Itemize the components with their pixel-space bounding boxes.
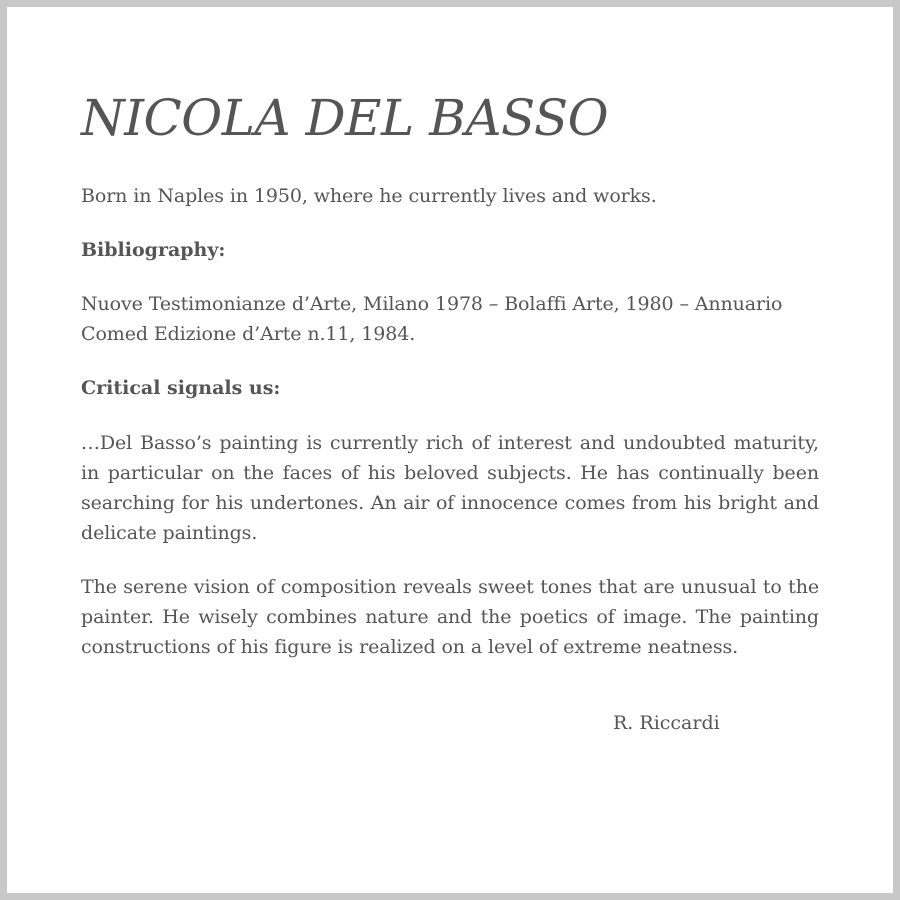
bibliography-text: Nuove Testimonianze d’Arte, Milano 1978 – Bolaffi Arte, 1980 – Annuario Comed Edizione d’Arte n.11, 1984.	[81, 293, 783, 345]
critical-paragraph-2: The serene vision of composition reveals sweet tones that are unusual to the painter. He wisely combines nature and the poetics of image. The painting constructions of his figure is realized on a level of extreme neatness.	[81, 576, 819, 658]
document-content	[81, 85, 819, 662]
document-page	[7, 7, 893, 893]
signature: R. Riccardi	[613, 712, 720, 734]
intro-paragraph: Born in Naples in 1950, where he currently lives and works.	[81, 185, 657, 207]
bibliography-heading: Bibliography:	[81, 239, 226, 261]
critical-paragraph-1: …Del Basso’s painting is currently rich of interest and undoubted maturity, in particular on the faces of his beloved subjects. He has continually been searching for his undertones. An air of innocence comes from his bright and delicate paintings.	[81, 432, 819, 544]
critical-heading: Critical signals us:	[81, 377, 281, 399]
artist-name-title: NICOLA DEL BASSO	[81, 89, 609, 147]
